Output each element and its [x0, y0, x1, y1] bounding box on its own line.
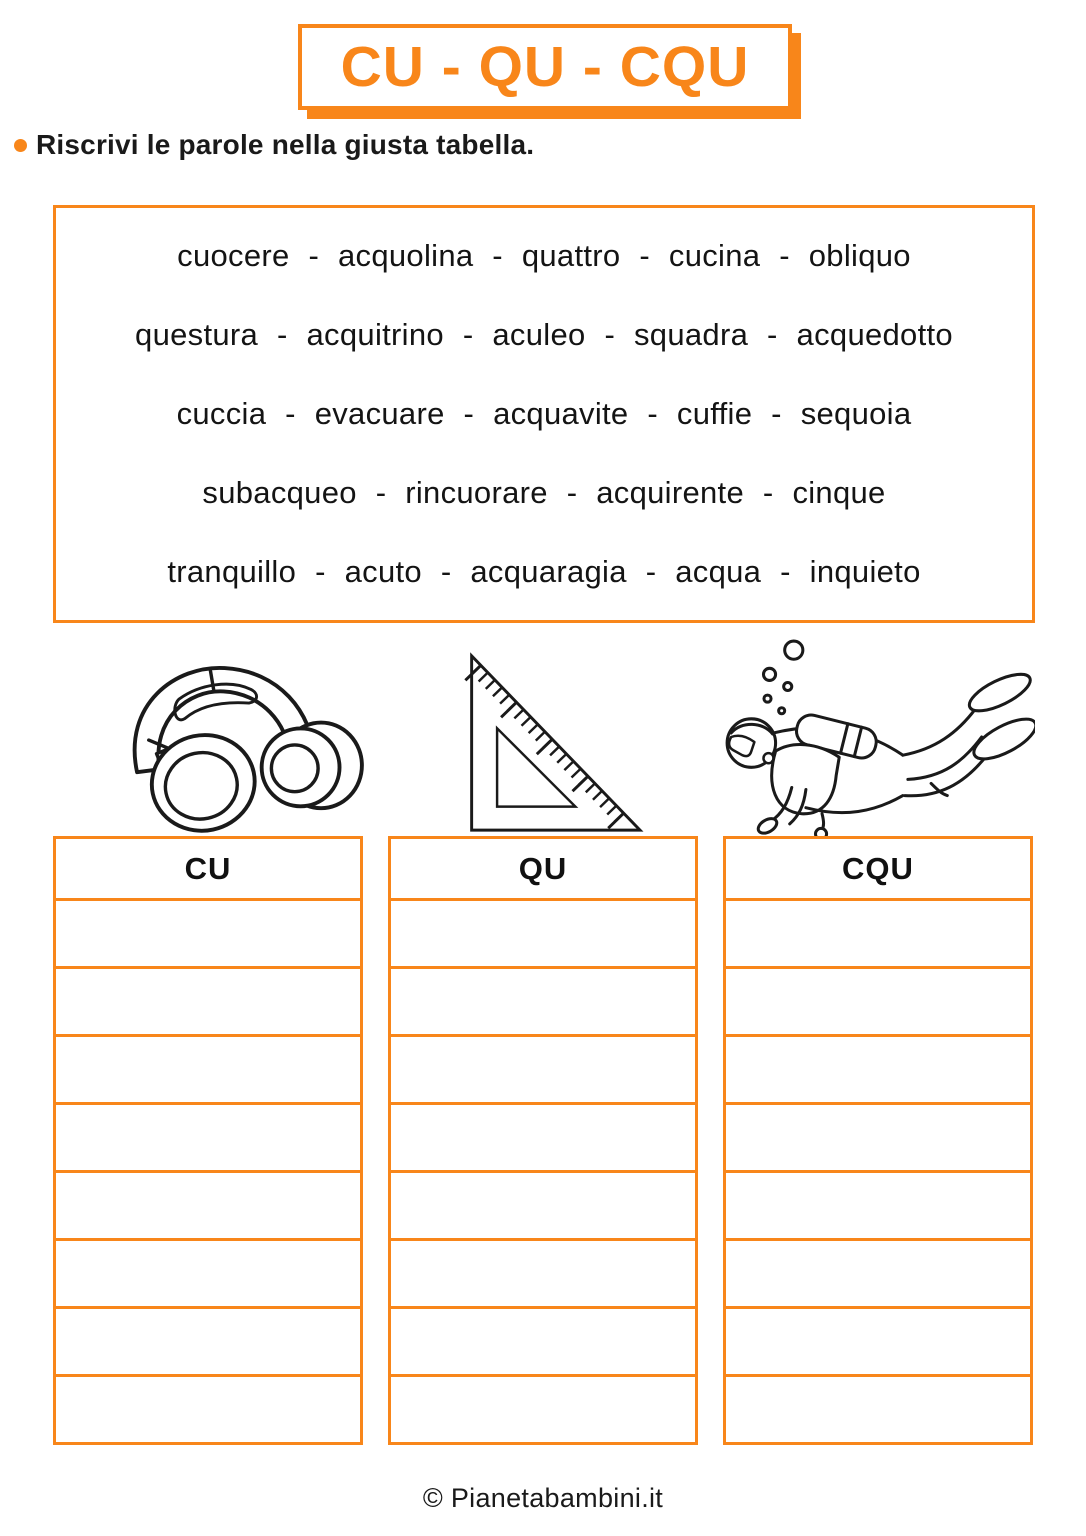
table-cu-header: CU	[56, 839, 360, 901]
empty-row	[56, 1377, 360, 1442]
empty-row	[726, 1309, 1030, 1377]
table-cqu	[723, 836, 1033, 1445]
bullet-icon	[14, 139, 27, 152]
table-cqu-body	[726, 901, 1030, 1442]
table-qu-body	[391, 901, 695, 1442]
scuba-diver-illustration	[700, 636, 1035, 838]
empty-row	[726, 1105, 1030, 1173]
empty-row	[391, 1309, 695, 1377]
table-qu	[388, 836, 698, 1445]
empty-row	[56, 1309, 360, 1377]
title-box	[298, 24, 792, 110]
headphones-icon	[103, 648, 395, 838]
word-list-box	[53, 205, 1035, 623]
word-line: subacqueo - rincuorare - acquirente - cinque	[202, 475, 886, 511]
empty-row	[56, 1105, 360, 1173]
empty-row	[726, 1241, 1030, 1309]
table-cu-body	[56, 901, 360, 1442]
set-square-icon	[450, 650, 646, 836]
empty-row	[391, 901, 695, 969]
word-line: cuocere - acquolina - quattro - cucina - obliquo	[177, 237, 911, 273]
empty-row	[726, 969, 1030, 1037]
empty-row	[391, 1105, 695, 1173]
empty-row	[726, 1377, 1030, 1442]
headphones-illustration	[103, 648, 395, 838]
table-cu	[53, 836, 363, 1445]
empty-row	[391, 1173, 695, 1241]
empty-row	[391, 1037, 695, 1105]
empty-row	[391, 969, 695, 1037]
empty-row	[391, 1241, 695, 1309]
word-line: tranquillo - acuto - acquaragia - acqua - inquieto	[167, 554, 921, 590]
empty-row	[726, 1037, 1030, 1105]
table-cqu-header: CQU	[726, 839, 1030, 901]
empty-row	[56, 969, 360, 1037]
empty-row	[726, 901, 1030, 969]
empty-row	[56, 1037, 360, 1105]
word-line: cuccia - evacuare - acquavite - cuffie - sequoia	[176, 395, 912, 431]
empty-row	[56, 1241, 360, 1309]
instruction-row	[14, 129, 534, 161]
table-qu-header: QU	[391, 839, 695, 901]
empty-row	[56, 1173, 360, 1241]
word-line: questura - acquitrino - aculeo - squadra - acquedotto	[135, 316, 953, 352]
scuba-diver-icon	[700, 636, 1035, 838]
empty-row	[56, 901, 360, 969]
page-title: CU - QU - CQU	[340, 35, 750, 99]
instruction-text: Riscrivi le parole nella giusta tabella.	[36, 129, 535, 160]
empty-row	[726, 1173, 1030, 1241]
empty-row	[391, 1377, 695, 1442]
set-square-illustration	[450, 650, 646, 836]
footer-credit: © Pianetabambini.it	[422, 1483, 664, 1513]
